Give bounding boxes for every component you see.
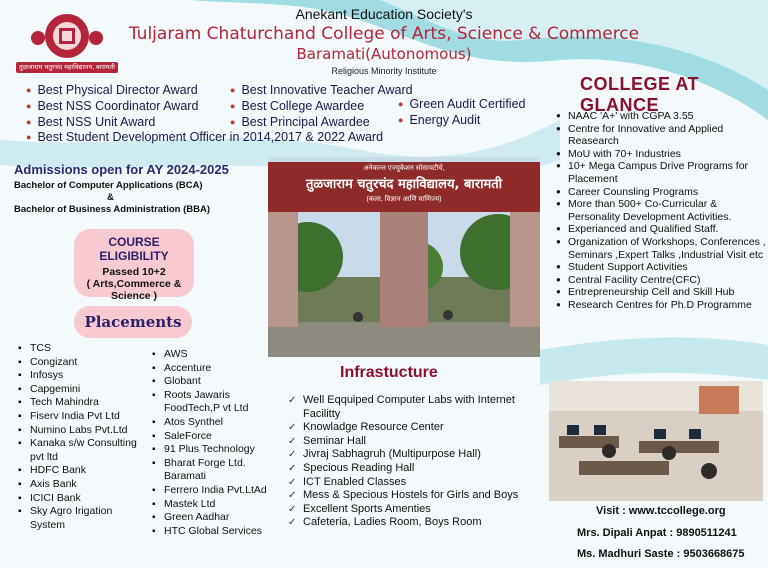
infrastructure-item: ✓ Cafeteria, Ladies Room, Boys Room [288,516,538,530]
glance-item: ● NAAC 'A+' with CGPA 3.55 [556,110,768,123]
placement-company: ▪ Mastek Ltd [150,498,280,512]
placements-list-2 [150,348,280,538]
glance-item: ● MoU with 70+ Industries [556,148,768,161]
college-city: Baramati(Autonomous) [296,45,472,63]
campus-gate-photo [268,157,540,357]
infrastructure-item: ✓ Knowladge Resource Center [288,421,538,435]
contact-phone: Mrs. Dipali Anpat : 9890511241 [577,527,737,539]
eligibility-title: COURSE ELIGIBILITY [99,235,169,263]
award-item: ● Energy Audit [398,113,480,127]
infrastructure-item: ✓ Jivraj Sabhagruh (Multipurpose Hall) [288,448,538,462]
society-name: Anekant Education Society's [295,6,473,22]
infrastructure-item: ✓ Excellent Sports Amenties [288,503,538,517]
logo-caption: तुळजाराम चतुरचंद महाविद्यालय, बारामती [19,64,115,71]
admission-program: Bachelor of Computer Applications (BCA) [14,180,203,191]
placement-company: ▪ TCS [16,342,148,356]
placement-company: ▪ HTC Global Services [150,525,280,539]
computer-lab-photo [549,381,763,501]
glance-item: ● Centre for Innovative and Applied Reasearch [556,123,768,148]
gate-sign: तुळजाराम चतुरचंद महाविद्यालय, बारामती [306,177,502,192]
glance-item: ● Organization of Workshops, Conferences , Seminars ,Expert Talks ,Industrial Visit etc [556,236,768,261]
placement-company: ▪ Roots Jawaris FoodTech,P vt Ltd [150,389,280,416]
award-item: ● Best Physical Director Award [26,83,198,97]
placement-company: ▪ Infosys [16,369,148,383]
award-item: ● Best NSS Coordinator Award [26,99,198,113]
placement-company: ▪ Congizant [16,356,148,370]
infrastructure-item: ✓ Seminar Hall [288,435,538,449]
glance-item: ● 10+ Mega Campus Drive Programs for Placement [556,160,768,185]
award-item: ● Green Audit Certified [398,97,525,111]
award-item: ● Best Student Development Officer in 2014,2017 & 2022 Award [26,130,383,144]
website-link[interactable]: Visit : www.tccollege.org [596,505,726,517]
admissions-title: Admissions open for AY 2024-2025 [14,162,229,177]
placement-company: ▪ HDFC Bank [16,464,148,478]
placement-company: ▪ Axis Bank [16,478,148,492]
placement-company: ▪ ICICI Bank [16,492,148,506]
award-item: ● Best NSS Unit Award [26,115,155,129]
glance-item: ● Experianced and Qualified Staff. [556,223,768,236]
admission-program: Bachelor of Business Administration (BBA) [14,204,211,215]
placement-company: ▪ Green Aadhar [150,511,280,525]
infrastructure-item: ✓ ICT Enabled Classes [288,476,538,490]
infrastructure-item: ✓ Well Eqquiped Computer Labs with Internet Facilitty [288,394,538,421]
eligibility-box [74,229,194,302]
infrastructure-list [288,394,538,530]
glance-item: ● More than 500+ Co-Curricular & Personality Development Activities. [556,198,768,223]
glance-item: ● Student Support Activities [556,261,768,274]
glance-item: ● Central Facility Centre(CFC) [556,274,768,287]
glance-item: ● Research Centres for Ph.D Programme [556,299,768,312]
placement-company: ▪ Numino Labs Pvt.Ltd [16,424,148,438]
placement-company: ▪ AWS [150,348,280,362]
placement-company: ▪ Atos Synthel [150,416,280,430]
infrastructure-item: ✓ Specious Reading Hall [288,462,538,476]
glance-title: COLLEGE AT GLANCE [580,74,699,115]
placement-company: ▪ 91 Plus Technology [150,443,280,457]
placement-company: ▪ Fiserv India Pvt Ltd [16,410,148,424]
placement-company: ▪ Ferrero India Pvt.LtAd [150,484,280,498]
glance-item: ● Career Counsling Programs [556,186,768,199]
infrastructure-title: Infrastucture [340,364,438,381]
placement-company: ▪ Tech Mahindra [16,396,148,410]
infrastructure-item: ✓ Mess & Specious Hostels for Girls and Boys [288,489,538,503]
gate-small-text: अनेकान्त एज्युकेशन सोसायटीचे, [363,165,445,172]
glance-list [556,110,768,312]
minority-tag: Religious Minority Institute [331,66,437,76]
placement-company: ▪ SaleForce [150,430,280,444]
placement-company: ▪ Capgemini [16,383,148,397]
eligibility-line: Science ) [110,290,158,302]
admission-amp: & [107,192,114,203]
placement-company: ▪ Sky Agro Irigation System [16,505,148,532]
placement-company: ▪ Globant [150,375,280,389]
college-name: Tuljaram Chaturchand College of Arts, Science & Commerce [128,24,640,44]
placements-title: Placements [84,313,182,331]
placement-company: ▪ Accenture [150,362,280,376]
gate-sub-text: (कला, विज्ञान आणि वाणिज्य) [366,196,442,203]
award-item: ● Best College Awardee [230,99,364,113]
placement-company: ▪ Bharat Forge Ltd. Baramati [150,457,280,484]
award-item: ● Best Innovative Teacher Award [230,83,413,97]
contact-phone: Ms. Madhuri Saste : 9503668675 [577,548,745,560]
eligibility-line: Passed 10+2 [102,266,166,278]
glance-item: ● Entrepreneurship Cell and Skill Hub [556,286,768,299]
eligibility-line: ( Arts,Commerce & [86,278,182,290]
placement-company: ▪ Kanaka s/w Consulting pvt ltd [16,437,148,464]
placements-list-1 [16,342,148,532]
placements-badge [74,306,192,338]
computer-lab-image [549,381,763,501]
award-item: ● Best Principal Awardee [230,115,370,129]
